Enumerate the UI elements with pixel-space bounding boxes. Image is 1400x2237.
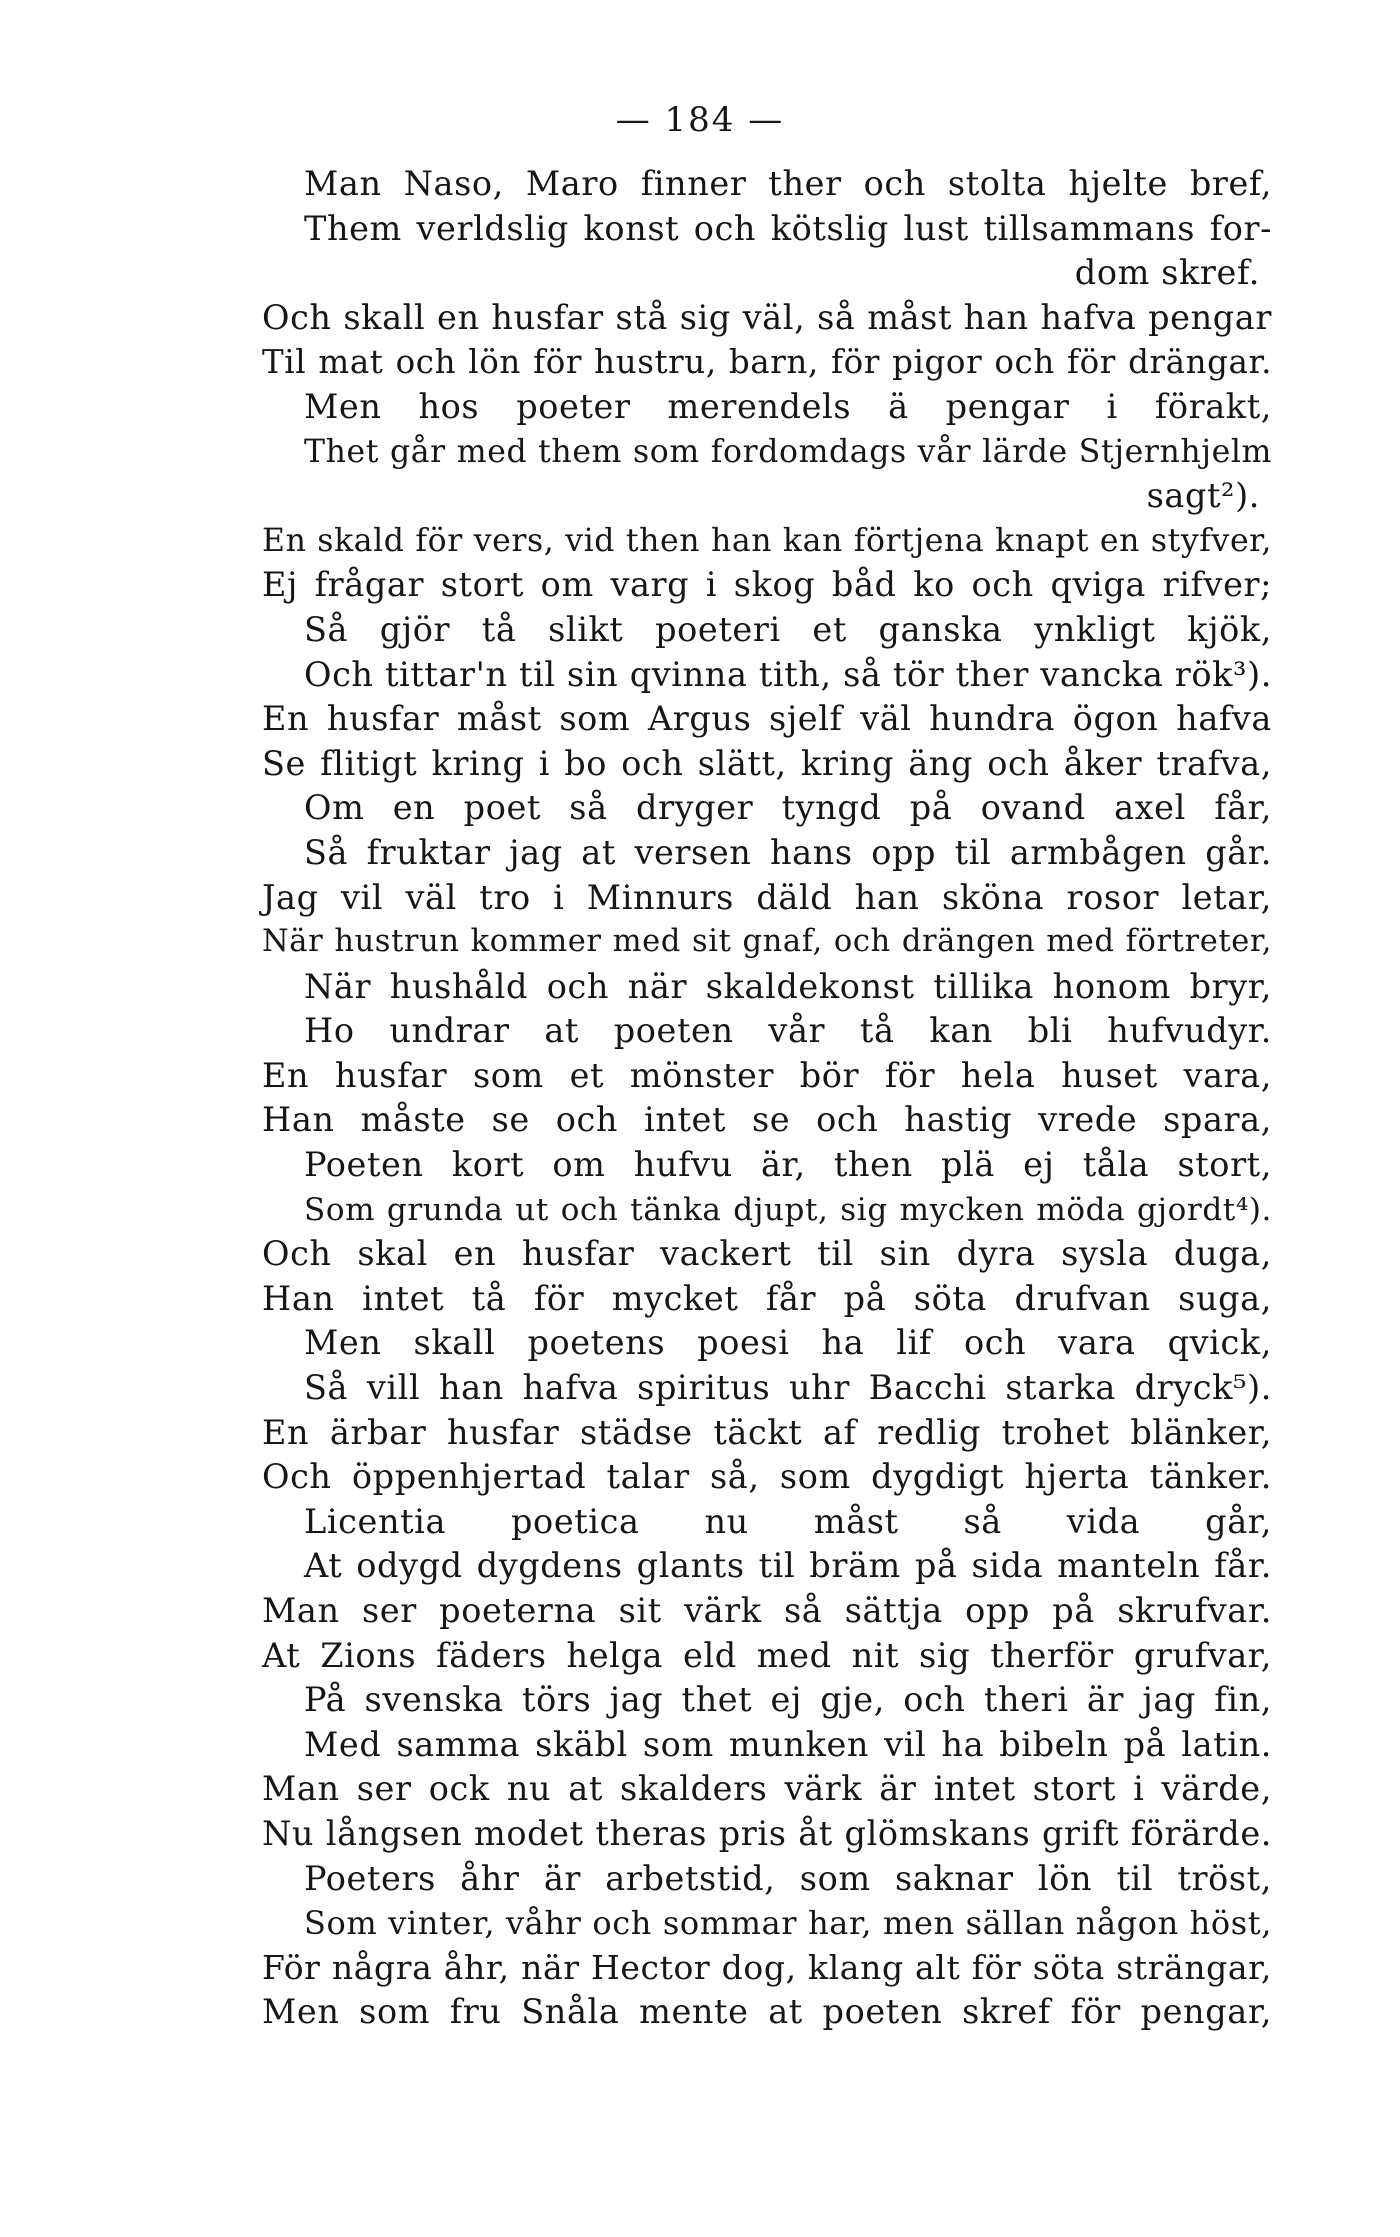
verse-line: Se flitigt kring i bo och slätt, kring äng och åker trafva, <box>262 743 1272 783</box>
verse-line: Som grunda ut och tänka djupt, sig mycken möda gjordt⁴). <box>304 1191 1272 1228</box>
verse-line: När hushåld och när skaldekonst tillika honom bryr, <box>304 966 1272 1006</box>
verse-line: Han intet tå för mycket får på söta drufvan suga, <box>262 1278 1272 1318</box>
poem-verse <box>262 162 1272 2035</box>
verse-line: Them verldslig konst och kötslig lust tillsammans for- <box>304 208 1272 248</box>
verse-line: Ej frågar stort om varg i skog båd ko och qviga rifver; <box>262 565 1272 605</box>
verse-line: Ho undrar at poeten vår tå kan bli hufvudyr. <box>304 1011 1272 1051</box>
verse-line: Om en poet så dryger tyngd på ovand axel får, <box>304 788 1272 828</box>
verse-line: Poeters åhr är arbetstid, som saknar lön til tröst, <box>304 1858 1272 1898</box>
verse-line: At Zions fäders helga eld med nit sig therför grufvar, <box>262 1635 1272 1675</box>
verse-line: En ärbar husfar städse täckt af redlig trohet blänker, <box>262 1412 1272 1452</box>
verse-line: Jag vil väl tro i Minnurs däld han sköna rosor letar, <box>262 877 1272 917</box>
verse-line: Men som fru Snåla mente at poeten skref för pengar, <box>262 1992 1272 2032</box>
verse-line: dom skref. <box>1074 253 1260 293</box>
verse-line: Och tittar'n til sin qvinna tith, så tör ther vancka rök³). <box>304 654 1272 694</box>
verse-line: En skald för vers, vid then han kan förtjena knapt en styfver, <box>262 522 1272 559</box>
verse-line: Så fruktar jag at versen hans opp til armbågen går. <box>304 832 1272 872</box>
verse-line: Han måste se och intet se och hastig vrede spara, <box>262 1100 1272 1140</box>
verse-line: Och skal en husfar vackert til sin dyra sysla duga, <box>262 1234 1272 1274</box>
verse-line: För några åhr, när Hector dog, klang alt för söta strängar, <box>262 1947 1272 1987</box>
verse-line: Man ser ock nu at skalders värk är intet stort i värde, <box>262 1769 1272 1809</box>
verse-line: Poeten kort om hufvu är, then plä ej tåla stort, <box>304 1145 1272 1185</box>
verse-line: At odygd dygdens glants til bräm på sida manteln får. <box>304 1546 1272 1586</box>
verse-line: När hustrun kommer med sit gnaf, och drängen med förtreter, <box>262 924 1272 960</box>
verse-line: En husfar som et mönster bör för hela huset vara, <box>262 1055 1272 1095</box>
verse-line: Med samma skäbl som munken vil ha bibeln på latin. <box>304 1724 1272 1764</box>
page-number: — 184 — <box>615 100 785 140</box>
verse-line: Så gjör tå slikt poeteri et ganska ynkligt kjök, <box>304 609 1272 649</box>
verse-line: Men hos poeter merendels ä pengar i förakt, <box>304 386 1272 426</box>
verse-line: Man ser poeterna sit värk så sättja opp på skrufvar. <box>262 1591 1272 1630</box>
verse-line: Som vinter, våhr och sommar har, men sällan någon höst, <box>304 1904 1272 1943</box>
verse-line: En husfar måst som Argus sjelf väl hundra ögon hafva <box>262 699 1272 739</box>
verse-line: Thet går med them som fordomdags vår lärde Stjernhjelm <box>304 433 1272 470</box>
verse-line: sagt²). <box>1146 476 1260 516</box>
verse-line: På svenska törs jag thet ej gje, och theri är jag fin, <box>304 1680 1272 1720</box>
verse-line: Och skall en husfar stå sig väl, så måst han hafva pengar <box>262 297 1272 337</box>
verse-line: Men skall poetens poesi ha lif och vara qvick, <box>304 1323 1272 1363</box>
verse-line: Så vill han hafva spiritus uhr Bacchi starka dryck⁵). <box>304 1368 1272 1408</box>
verse-line: Til mat och lön för hustru, barn, för pigor och för drängar. <box>262 343 1272 382</box>
verse-line: Nu långsen modet theras pris åt glömskans grift förärde. <box>262 1813 1272 1853</box>
verse-line: Licentia poetica nu måst så vida går, <box>304 1501 1272 1541</box>
verse-line: Man Naso, Maro finner ther och stolta hjelte bref, <box>304 164 1272 203</box>
verse-line: Och öppenhjertad talar så, som dygdigt hjerta tänker. <box>262 1457 1272 1497</box>
